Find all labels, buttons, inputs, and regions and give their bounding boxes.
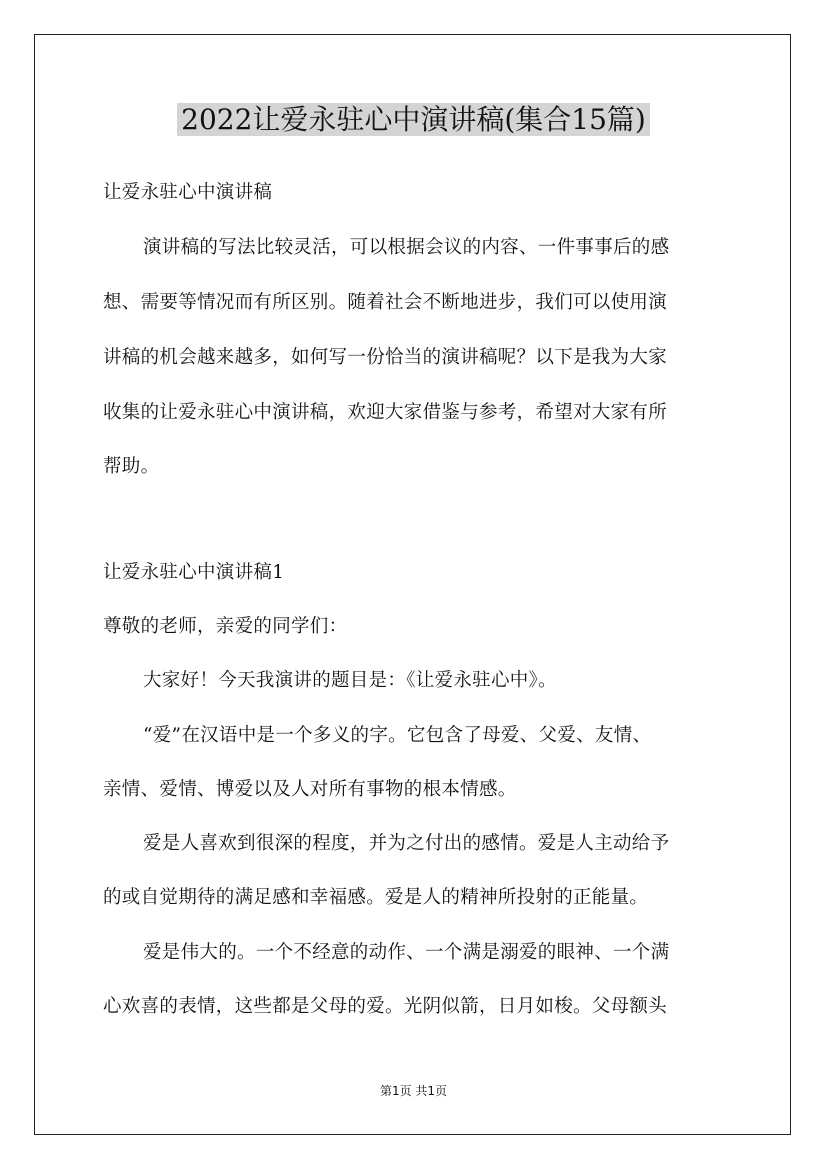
- paragraph-line: 演讲稿的写法比较灵活，可以根据会议的内容、一件事事后的感: [143, 237, 670, 258]
- paragraph-line: 爱是伟大的。一个不经意的动作、一个满是溺爱的眼神、一个满: [143, 942, 670, 963]
- paragraph-line: 想、需要等情况而有所区别。随着社会不断地进步，我们可以使用演: [103, 292, 668, 313]
- paragraph-line: 大家好！今天我演讲的题目是：《让爱永驻心中》。: [143, 670, 557, 691]
- page-footer: 第1页 共1页: [379, 1084, 448, 1098]
- paragraph-line: “爱”在汉语中是一个多义的字。它包含了母爱、父爱、友情、: [143, 725, 652, 746]
- paragraph-line: 收集的让爱永驻心中演讲稿，欢迎大家借鉴与参考，希望对大家有所: [103, 402, 668, 423]
- paragraph-line: 心欢喜的表情，这些都是父母的爱。光阴似箭，日月如梭。父母额头: [103, 996, 668, 1017]
- salutation-line: 尊敬的老师，亲爱的同学们：: [103, 616, 348, 637]
- paragraph-line: 亲情、爱情、博爱以及人对所有事物的根本情感。: [103, 779, 517, 800]
- document-title: [0, 100, 827, 140]
- section-heading: 让爱永驻心中演讲稿: [103, 182, 273, 203]
- speech-heading: 让爱永驻心中演讲稿1: [103, 562, 285, 583]
- paragraph-line: 爱是人喜欢到很深的程度，并为之付出的感情。爱是人主动给予: [143, 833, 670, 854]
- paragraph-line: 的或自觉期待的满足感和幸福感。爱是人的精神所投射的正能量。: [103, 887, 649, 908]
- document-title-text: 2022让爱永驻心中演讲稿(集合15篇): [177, 103, 650, 136]
- paragraph-line: 讲稿的机会越来越多，如何写一份恰当的演讲稿呢？以下是我为大家: [103, 347, 668, 368]
- paragraph-line: 帮助。: [103, 456, 160, 477]
